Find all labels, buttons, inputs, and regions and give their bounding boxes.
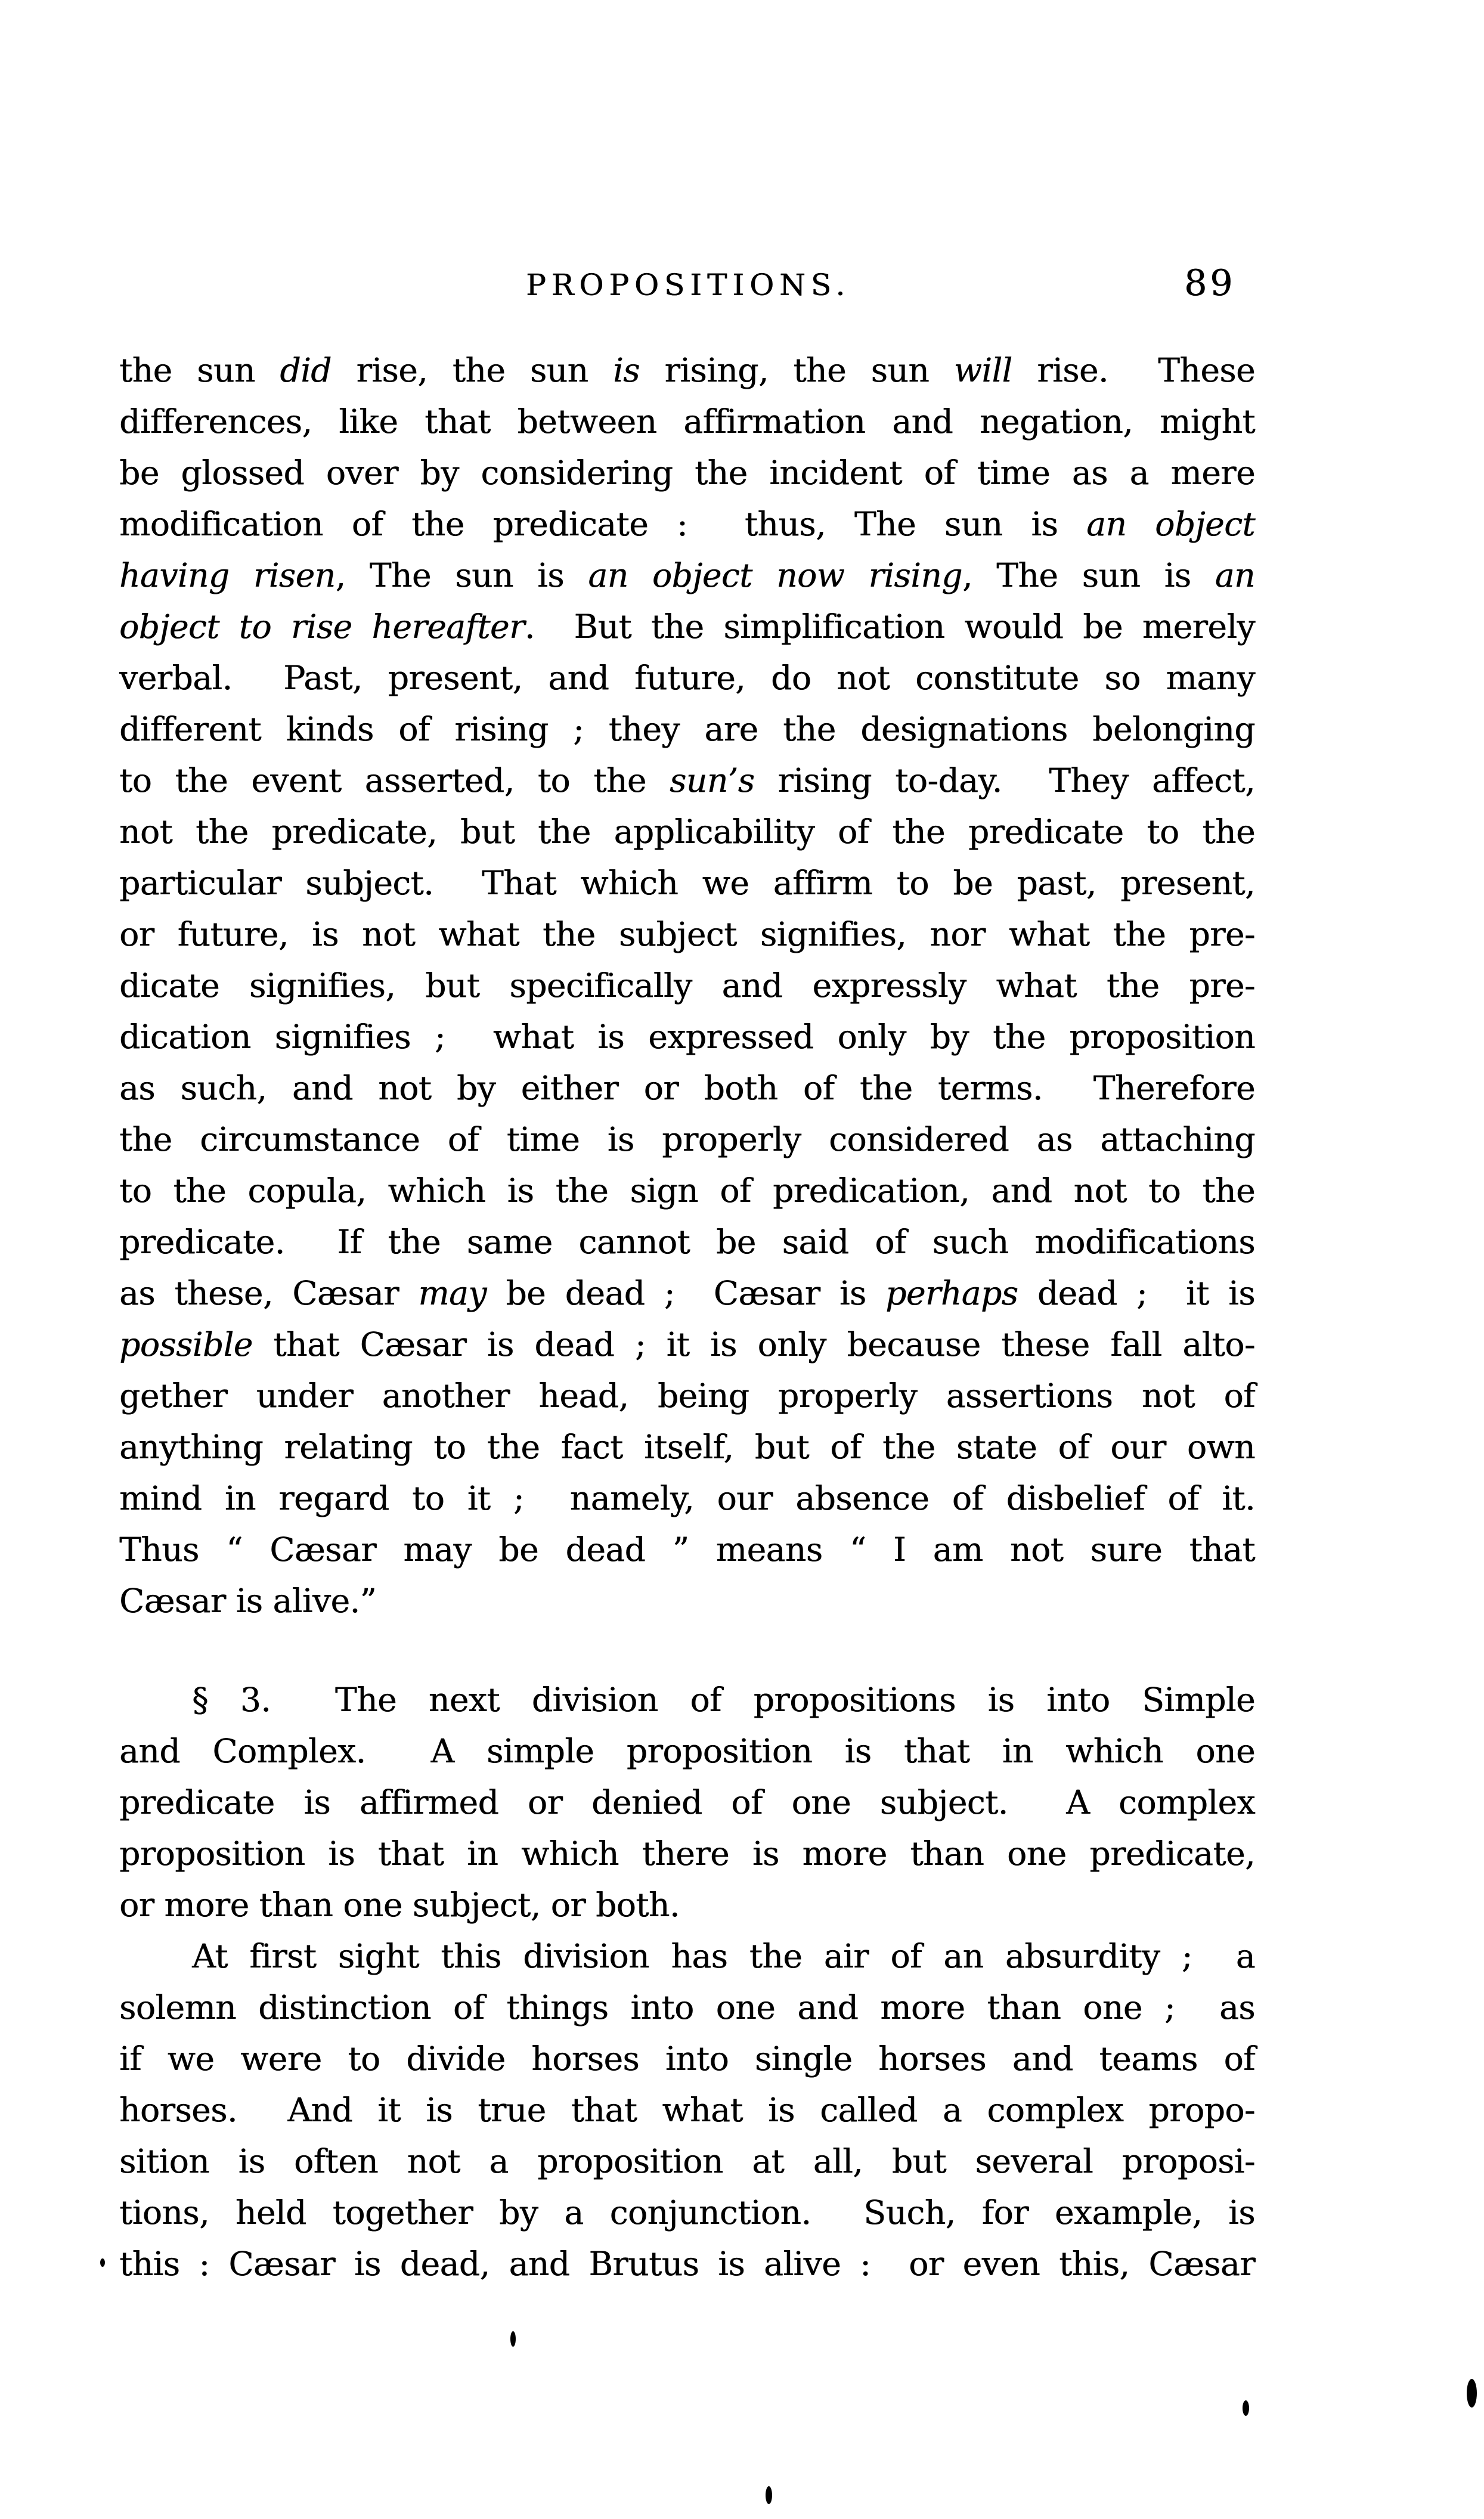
italic-text-segment: may — [418, 1274, 487, 1312]
text-segment: sition is often not a proposition at all, but several proposi- — [119, 2142, 1255, 2180]
text-line — [119, 1931, 1255, 1982]
ink-speck — [100, 2258, 105, 2267]
italic-text-segment: perhaps — [885, 1274, 1018, 1312]
text-segment: to the copula, which is the sign of predication, and not to the — [119, 1172, 1255, 1210]
text-line — [119, 1828, 1255, 1879]
text-line — [119, 806, 1255, 857]
text-line — [119, 909, 1255, 960]
text-segment: dead ; it is — [1018, 1274, 1255, 1312]
text-line — [119, 345, 1255, 396]
text-segment: rise, the sun — [331, 351, 614, 389]
text-segment: Thus “ Cæsar may be dead ” means “ I am not sure that — [119, 1530, 1255, 1569]
text-line — [119, 1370, 1255, 1421]
text-segment: verbal. Past, present, and future, do not constitute so many — [119, 659, 1255, 697]
text-segment: rising to-day. They affect, — [754, 761, 1255, 800]
text-line — [119, 2033, 1255, 2084]
text-segment: anything relating to the fact itself, but of the state of our own — [119, 1428, 1255, 1466]
text-line — [119, 755, 1255, 806]
text-segment: or future, is not what the subject signifies, nor what the pre- — [119, 915, 1255, 953]
ink-speck — [766, 2486, 772, 2504]
italic-text-segment: did — [280, 351, 332, 389]
text-line — [119, 1982, 1255, 2033]
text-segment: not the predicate, but the applicability of the predicate to the — [119, 813, 1255, 851]
text-segment: modification of the predicate : thus, The sun is — [119, 505, 1087, 543]
running-header: PROPOSITIONS. — [526, 268, 851, 302]
text-block — [119, 345, 1255, 2289]
text-segment: dicate signifies, but specifically and expressly what the pre- — [119, 966, 1255, 1005]
text-line — [119, 652, 1255, 704]
text-segment: Cæsar is alive.” — [119, 1582, 377, 1620]
text-line — [119, 1216, 1255, 1268]
text-line — [119, 960, 1255, 1011]
text-segment: and Complex. A simple proposition is that in which one — [119, 1732, 1255, 1770]
text-segment: or more than one subject, or both. — [119, 1886, 680, 1924]
paragraph — [119, 1674, 1255, 1931]
text-segment: if we were to divide horses into single horses and teams of — [119, 2040, 1255, 2078]
italic-text-segment: object to rise hereafter — [119, 608, 525, 646]
text-segment: as these, Cæsar — [119, 1274, 419, 1312]
text-line — [119, 2187, 1255, 2238]
text-line — [119, 447, 1255, 498]
text-line — [119, 1575, 1255, 1626]
text-segment: gether under another head, being properly assertions not of — [119, 1377, 1255, 1415]
text-segment: particular subject. That which we affirm to be past, present, — [119, 864, 1255, 902]
text-line — [119, 1674, 1255, 1725]
text-segment: predicate. If the same cannot be said of such modifications — [119, 1223, 1255, 1261]
text-line — [119, 704, 1255, 755]
text-line — [119, 2084, 1255, 2136]
text-segment: different kinds of rising ; they are the designations belonging — [119, 710, 1255, 748]
text-segment: the circumstance of time is properly considered as attaching — [119, 1120, 1255, 1158]
text-line — [119, 2238, 1255, 2289]
text-line — [119, 396, 1255, 447]
text-segment: rise. These — [1012, 351, 1256, 389]
text-segment: as such, and not by either or both of the terms. Therefore — [119, 1069, 1255, 1107]
text-segment: to the event asserted, to the — [119, 761, 670, 800]
text-line — [119, 1725, 1255, 1777]
italic-text-segment: sun’s — [670, 761, 755, 800]
text-segment: dication signifies ; what is expressed only by the proposition — [119, 1018, 1255, 1056]
italic-text-segment: possible — [119, 1325, 253, 1364]
text-line — [119, 601, 1255, 652]
text-line — [119, 1777, 1255, 1828]
text-segment: proposition is that in which there is more than one predicate, — [119, 1835, 1255, 1873]
text-line — [119, 1473, 1255, 1524]
text-segment: this : Cæsar is dead, and Brutus is alive : or even this, Cæsar — [119, 2245, 1255, 2283]
text-line — [119, 2136, 1255, 2187]
text-line — [119, 1879, 1255, 1931]
text-segment: mind in regard to it ; namely, our absence of disbelief of it. — [119, 1479, 1255, 1517]
italic-text-segment: an — [1215, 556, 1255, 594]
text-segment: solemn distinction of things into one and more than one ; as — [119, 1988, 1255, 2027]
text-line — [119, 1011, 1255, 1062]
italic-text-segment: will — [953, 351, 1012, 389]
text-segment: the sun — [119, 351, 280, 389]
italic-text-segment: having risen — [119, 556, 336, 594]
text-segment: tions, held together by a conjunction. Such, for example, is — [119, 2193, 1255, 2232]
text-line — [119, 857, 1255, 909]
paragraph — [119, 345, 1255, 1626]
text-line — [119, 1421, 1255, 1473]
text-segment: be dead ; Cæsar is — [486, 1274, 886, 1312]
text-segment: § 3. The next division of propositions is into Simple — [192, 1681, 1255, 1719]
paragraph — [119, 1931, 1255, 2289]
text-segment: horses. And it is true that what is called a complex propo- — [119, 2091, 1255, 2129]
text-line — [119, 550, 1255, 601]
italic-text-segment: is — [613, 351, 640, 389]
page-number: 89 — [1184, 262, 1236, 304]
text-line — [119, 498, 1255, 550]
text-line — [119, 1165, 1255, 1216]
italic-text-segment: an object now rising — [588, 556, 962, 594]
text-line — [119, 1114, 1255, 1165]
text-segment: . But the simplification would be merely — [524, 608, 1255, 646]
text-segment: differences, like that between affirmation and negation, might — [119, 402, 1255, 441]
text-line — [119, 1062, 1255, 1114]
text-segment: that Cæsar is dead ; it is only because these fall alto- — [252, 1325, 1255, 1364]
ink-speck — [1243, 2400, 1249, 2416]
text-line — [119, 1268, 1255, 1319]
text-segment: be glossed over by considering the incident of time as a mere — [119, 454, 1255, 492]
ink-speck — [510, 2331, 516, 2347]
text-segment: rising, the sun — [639, 351, 954, 389]
text-segment: , The sun is — [335, 556, 588, 594]
text-segment: At first sight this division has the air of an absurdity ; a — [192, 1937, 1255, 1975]
text-segment: , The sun is — [962, 556, 1215, 594]
italic-text-segment: an object — [1086, 505, 1255, 543]
ink-speck — [1467, 2379, 1477, 2408]
text-line — [119, 1319, 1255, 1370]
text-line — [119, 1524, 1255, 1575]
text-segment: predicate is affirmed or denied of one subject. A complex — [119, 1783, 1255, 1821]
